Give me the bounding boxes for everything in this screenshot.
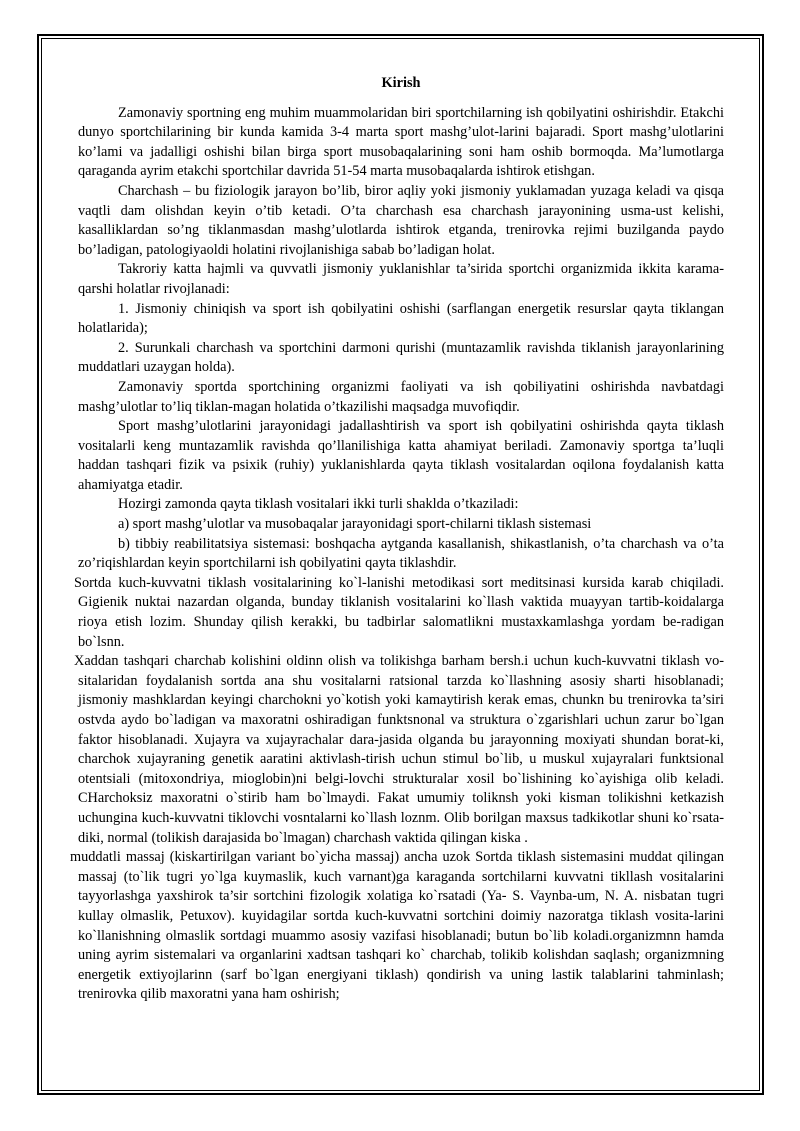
paragraph-intro: Zamonaviy sportning eng muhim muammolaridan biri sportchilarning ish qobilyatini oshirishdir. Etakchi dunyo sportchilarining bir kunda kamida 3-4 marta sport mashg’ulot-larini bajaradi. Sport mashg’ulotlarini ko’lami va jadalligi oshishi bilan birga sport musobaqalarining soni ham oshib bormoqda. Ma’lumotlarga qaraganda ayrim etakchi sportchilar davrida 51-54 marta musobaqalarda ishtirok etishgan.: [78, 104, 724, 180]
paragraph-hozirgi: Hozirgi zamonda qayta tiklash vositalari ikki turli shaklda o’tkaziladi:: [118, 496, 519, 513]
paragraph-sortda: Sortda kuch-kuvvatni tiklash vositalarining ko`l-lanishi metodikasi sort meditsinasi kursida karab chiqiladi. Gigienik nuktai nazardan olganda, bunday tiklanish vositalarini ko`llash vaktida muayyan tartib-koidalarga rioya etish lozim. Shunday qilish kerakki, bu tadbirlar salomatlikni mustaxkamlashga yordam be-radigan bo`lsnn.: [74, 574, 724, 650]
document-title: Kirish: [381, 75, 421, 91]
list-item-2: 2. Surunkali charchash va sportchini darmoni qurishi (muntazamlik ravishda tiklanish jarayonlarining muddatlari uzaygan holda).: [78, 339, 724, 376]
paragraph-xaddan: Xaddan tashqari charchab kolishini oldinn olish va tolikishga barham bersh.i uchun kuch-kuvvatni tiklash vo-sitalaridan foydalanish sortda ana shu vositalarni ratsional tarzda ko`llashning asosiy sharti hisoblanadi; jismoniy mashklardan keyingi charchokni yo`kotish yoki kamaytirish kerak emas, chunkn bu trenirovka ta’siri ostvda aydo bo`ladigan va maxoratni oshiradigan funktsnonal va struktura o`zgarishlari uchun zarur bo`lgan faktor hisoblanadi. Xujayra va xujayrachalar dara-jasida olganda bu jarayonning moxiyati shundan borat-ki, charchok xujayraning genetik aaratini aktivlash-tirish uchun stimul bo`lib, u muskul xujayralari funktsional otentsiali (mitoxondriya, mioglobin)ni belgi-lovchi strukturalar xosil bo`lishining ko`ayishiga olib keladi. CHarchoksiz maxoratni o`stirib ham bo`lmaydi. Fakat umumiy toliknsh yoki kisman tolikishni ketkazish uchungina kuch-kuvvatni tiklovchi vosntalarni ko`llash loznm. Olib borilgan maxsus tadkikotlar shuni ko`rsata-diki, normal (tolikish darajasida bo`lmagan) charchash vaktida qilingan kiska .: [74, 653, 724, 846]
paragraph-sport-mashgulot: Sport mashg’ulotlarini jarayonidagi jadallashtirish va sport ish qobilyatini oshirishda qayta tiklash vositalarli keng muntazamlik ravishda qo’llanilishiga katta ahamiyat beriladi. Zamonaviy sportga ta’luqli haddan tashqari fizik va psixik (ruhiy) yuklanishlarda qayta tiklash vositalardan oqilona foydalanish katta ahamiyatga etadir.: [78, 418, 724, 493]
paragraph-muddatli: muddatli massaj (kiskartirilgan variant bo`yicha massaj) ancha uzok Sortda tiklash sistemasini muddat qilingan massaj (to`lik tugri yo`lga kuymaslik, kuch varnant)ga karaganda sortchilarni kuvvatni tikllash vositalarini tayyorlashga yaxshirok ta’sir sortchini fizologik xolatiga ko`rsatadi (Ya- S. Vaynba-um, N. A. nisbatan tugri kullay olmaslik, Petuxov). kuyidagilar sortda kuch-kuvvatni sortchini doimiy nazoratga tiklash vosita-larini ko`llanishning olmaslik sortdagi muammo asosiy vazifasi hisoblanadi; butun bo`lib koladi.organizmnn hamda uning ayrim sistemalari va organlarini xadtsan tashqari ko` charchab, tolikib kolishdan saqlash; organizmning energetik extiyojlarinn (sarf bo`lgan energiyani tiklash) qondirish va uning lastik talablarini tahminlash; trenirovka qilib maxoratni yana ham oshirish;: [70, 849, 724, 1003]
paragraph-charchash: Charchash – bu fiziologik jarayon bo’lib, biror aqliy yoki jismoniy yuklamadan yuzaga keladi va qisqa vaqtli dam olishdan keyin o’tib ketadi. O’ta charchash esa charchash jarayonining usma-ust kelishi, kasalliklardan so’ng tiklanmasdan mashg’ulotlarda ishtirok etganda, trenirovka rejimi buzilganda paydo bo’ladigan, patologiyaoldi holatini rivojlanishiga sabab bo’ladigan holat.: [78, 182, 724, 258]
paragraph-zamonaviy: Zamonaviy sportda sportchining organizmi faoliyati va ish qobiliyatini oshirishda navbatdagi mashg’ulotlar to’liq tiklan-magan holatida o’tkazilishi maqsadga muvofiqdir.: [78, 378, 724, 415]
list-item-b: b) tibbiy reabilitatsiya sistemasi: boshqacha aytganda kasallanish, shikastlanish, o’ta charchash va o’ta zo’riqishlardan keyin sportchilarni ish qobilyatini qayta tiklashdir.: [78, 535, 724, 572]
document-body: [70, 74, 724, 1005]
list-item-a: a) sport mashg’ulotlar va musobaqalar jarayonidagi sport-chilarni tiklash sistemasi: [118, 516, 592, 533]
paragraph-takroriy: Takroriy katta hajmli va quvvatli jismoniy yuklanishlar ta’sirida sportchi organizmida ikkita karama-qarshi holatlar rivojlanadi:: [78, 261, 724, 297]
list-item-1: 1. Jismoniy chiniqish va sport ish qobilyatini oshishi (sarflangan energetik resurslar qayta tiklangan holatlarida);: [78, 300, 724, 337]
